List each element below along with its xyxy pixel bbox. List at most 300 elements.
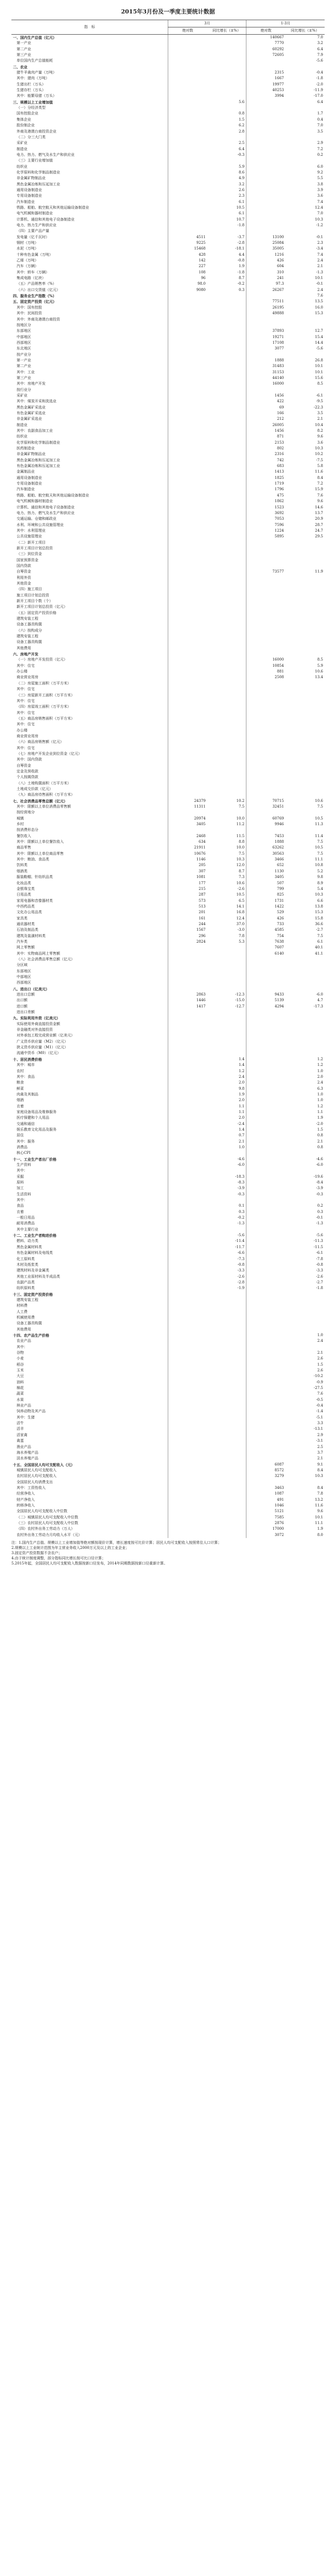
march-growth: -18.3 (235, 1174, 245, 1179)
march-growth (207, 422, 246, 428)
table-row (11, 1327, 325, 1333)
march-growth (207, 957, 246, 962)
table-row (11, 147, 325, 152)
row-label: 其中：实物商品网上零售额 (17, 951, 60, 956)
q1-growth: 4.7 (317, 998, 323, 1003)
row-label: （七）房地产开发企业到位资金（亿元） (17, 751, 82, 756)
table-row (11, 1062, 325, 1068)
march-absolute (168, 751, 208, 757)
march-absolute (168, 980, 208, 986)
march-absolute (168, 1121, 208, 1127)
march-growth: -8.3 (237, 1180, 245, 1185)
march-growth (207, 604, 246, 610)
table-row (11, 1373, 325, 1379)
row-label: 建筑安装工程 (17, 617, 38, 621)
q1-absolute (246, 604, 286, 610)
table-row (11, 904, 325, 910)
q1-absolute: 16000 (246, 381, 286, 387)
march-growth: -1.9 (237, 1286, 245, 1291)
q1-growth (285, 1021, 325, 1027)
q1-absolute (246, 187, 286, 193)
march-growth (207, 1356, 246, 1362)
march-growth (207, 769, 246, 774)
q1-absolute (246, 105, 286, 111)
march-growth (207, 563, 246, 569)
march-growth (207, 352, 246, 358)
march-growth: -11.4 (235, 1239, 245, 1243)
table-row (11, 898, 325, 904)
march-growth (207, 434, 246, 440)
march-absolute (168, 170, 208, 175)
march-absolute: 96 (168, 275, 208, 281)
q1-absolute: 16000 (246, 657, 286, 663)
march-growth: 6.1 (239, 211, 245, 216)
march-growth (207, 334, 246, 340)
page-title: 2015年3月份及一季度主要统计数据 (121, 8, 215, 15)
row-label: 乙烯（万吨） (17, 258, 38, 263)
table-row (11, 1468, 325, 1473)
q1-absolute (246, 651, 286, 657)
row-label: 商业营业用房 (17, 675, 38, 680)
march-growth: 5.6 (239, 99, 245, 104)
march-growth (207, 598, 246, 604)
q1-growth: -1.2 (316, 223, 323, 227)
q1-absolute: 25084 (246, 240, 286, 246)
header-q1-growth: 同比增长（±%） (285, 27, 325, 35)
q1-absolute: 475 (246, 493, 286, 499)
row-label: 化学原料和化学制品制造业 (17, 440, 60, 445)
q1-growth: 6.4 (317, 99, 323, 104)
march-absolute (168, 129, 208, 135)
q1-growth (285, 1303, 325, 1309)
row-label: 新开工项目计划总投资 (17, 546, 53, 550)
march-absolute: 205 (168, 862, 208, 868)
march-growth (207, 734, 246, 739)
table-row (11, 1250, 325, 1256)
q1-absolute (246, 1444, 286, 1450)
table-row (11, 546, 325, 551)
table-row (11, 1145, 325, 1150)
row-label: 非金属矿物制品业 (17, 452, 46, 457)
table-row (11, 1080, 325, 1086)
q1-absolute (246, 716, 286, 722)
table-row (11, 58, 325, 64)
q1-absolute: 799 (246, 886, 286, 892)
q1-absolute (246, 1162, 286, 1168)
q1-absolute (246, 1027, 286, 1033)
march-growth (207, 698, 246, 704)
march-absolute (168, 1097, 208, 1103)
march-absolute (168, 140, 208, 146)
march-growth (207, 47, 246, 52)
row-label: 城镇居民人均可支配收入 (17, 1468, 56, 1472)
table-row (11, 862, 325, 868)
march-growth: 5.9 (239, 164, 245, 169)
march-growth (207, 481, 246, 487)
march-absolute: 215 (168, 886, 208, 892)
march-growth: 2.8 (239, 129, 245, 134)
q1-absolute: 2876 (246, 1520, 286, 1526)
march-growth: -1.8 (237, 223, 245, 227)
march-absolute (168, 487, 208, 492)
q1-growth: -17.0 (314, 94, 323, 98)
march-absolute (168, 962, 208, 968)
march-absolute (168, 1526, 208, 1532)
q1-growth: 13.4 (315, 675, 323, 680)
q1-growth: 6.3 (317, 1086, 323, 1091)
march-growth: 3.2 (239, 182, 245, 186)
q1-absolute: 35005 (246, 246, 286, 252)
q1-growth (285, 575, 325, 581)
q1-growth (285, 969, 325, 974)
q1-absolute (246, 786, 286, 792)
row-label: 其中：住宅 (17, 710, 35, 715)
march-growth: -2.8 (237, 241, 245, 245)
march-growth (207, 70, 246, 76)
march-growth (207, 1415, 246, 1421)
q1-growth: -22.3 (314, 405, 323, 409)
row-label: 十四、农产品生产价格 (13, 1333, 49, 1338)
row-label: 农村居民人均可支配收入 (17, 1474, 56, 1479)
table-row (11, 1421, 325, 1426)
march-absolute (168, 422, 208, 428)
march-absolute (168, 1333, 208, 1338)
row-label: 设备工器具购置 (17, 640, 42, 645)
march-absolute (168, 969, 208, 974)
march-growth (207, 358, 246, 363)
table-row (11, 1221, 325, 1226)
march-absolute: 15468 (168, 246, 208, 252)
march-absolute: 307 (168, 869, 208, 874)
march-growth (207, 1015, 246, 1021)
march-growth: -2.6 (237, 1274, 245, 1279)
march-growth (207, 980, 246, 986)
row-label: （九）商品房待售面积（万平方米） (17, 793, 75, 797)
q1-absolute (246, 1344, 286, 1350)
table-row (11, 1192, 325, 1197)
march-absolute (168, 458, 208, 463)
march-growth (207, 393, 246, 399)
march-growth (207, 64, 246, 70)
row-label: 第三产业 (17, 375, 31, 380)
row-label: 农村 (17, 1069, 24, 1073)
march-absolute (168, 328, 208, 334)
q1-absolute (246, 646, 286, 651)
row-label: 建筑材料及非金属类 (17, 1268, 49, 1273)
table-row (11, 1415, 325, 1421)
q1-absolute: 1667 (246, 76, 286, 81)
q1-absolute: 2316 (246, 451, 286, 457)
march-absolute (168, 1456, 208, 1461)
q1-absolute (246, 1069, 286, 1074)
q1-absolute: 8572 (246, 1468, 286, 1473)
table-row (11, 698, 325, 704)
row-label: 水泥（万吨） (17, 246, 38, 251)
march-absolute (168, 786, 208, 792)
table-row (11, 663, 325, 669)
table-row (11, 40, 325, 46)
table-row (11, 869, 325, 874)
row-label: 汽车（万辆） (17, 264, 38, 269)
march-absolute: 1567 (168, 927, 208, 933)
march-growth: 8.7 (239, 276, 245, 281)
row-label: 进出口总额 (17, 992, 35, 997)
march-growth: 1.9 (239, 264, 245, 269)
march-absolute (168, 722, 208, 727)
march-absolute (168, 551, 208, 557)
q1-absolute: 3466 (246, 857, 286, 862)
q1-growth: 12.7 (315, 329, 323, 333)
march-absolute (168, 193, 208, 199)
march-growth (207, 1033, 246, 1038)
march-growth (207, 1462, 246, 1468)
march-absolute (168, 622, 208, 627)
march-absolute (168, 1415, 208, 1421)
row-label: 其中：农副食品加工业 (17, 429, 53, 433)
march-absolute (168, 299, 208, 304)
march-growth: 11.5 (236, 833, 245, 838)
q1-growth: 5.4 (317, 886, 323, 891)
q1-absolute (246, 64, 286, 70)
q1-absolute (246, 123, 286, 128)
q1-absolute: 3279 (246, 1473, 286, 1479)
q1-growth: -8.4 (316, 1180, 323, 1185)
q1-growth: -7.5 (316, 458, 323, 462)
march-absolute (168, 986, 208, 992)
table-row (11, 728, 325, 734)
q1-growth (285, 810, 325, 815)
march-absolute: 287 (168, 892, 208, 898)
march-absolute (168, 293, 208, 299)
table-row (11, 293, 325, 299)
q1-growth: 7.2 (317, 481, 323, 486)
march-growth (207, 728, 246, 734)
q1-absolute: 9433 (246, 992, 286, 998)
row-label: 交通和通信 (17, 1121, 35, 1126)
row-label: 第一产业 (17, 358, 31, 362)
row-label: 十三、固定资产投资价格 (13, 1292, 53, 1297)
q1-absolute: 37893 (246, 328, 286, 334)
table-row (11, 587, 325, 592)
march-absolute: 2468 (168, 833, 208, 839)
q1-growth (285, 734, 325, 739)
q1-absolute (246, 1157, 286, 1162)
march-absolute (168, 1162, 208, 1168)
row-label: 电气机械和器材制造业 (17, 499, 53, 504)
march-absolute: 428 (168, 252, 208, 258)
row-label: 全国居民人均消费支出 (17, 1480, 53, 1484)
table-row (11, 370, 325, 375)
march-growth (207, 675, 246, 680)
table-row (11, 927, 325, 933)
march-absolute (168, 1250, 208, 1256)
march-growth: -1.3 (237, 1221, 245, 1226)
table-row (11, 1368, 325, 1373)
table-row (11, 1133, 325, 1138)
q1-growth (285, 558, 325, 563)
march-growth (207, 387, 246, 393)
q1-growth (285, 1168, 325, 1174)
row-label: 燃料、动力类 (17, 1239, 38, 1243)
row-label: 利用外资 (17, 575, 31, 580)
row-label: 海水养殖产品 (17, 1450, 38, 1455)
row-label: 广义货币供应量（M2）（亿元） (17, 1039, 68, 1044)
q1-growth (285, 610, 325, 616)
row-label: 计算机、通信和其他电子设备制造业 (17, 505, 75, 509)
q1-absolute (246, 598, 286, 604)
row-label: 黑色金属冶炼和压延加工业 (17, 182, 60, 186)
table-row (11, 1380, 325, 1385)
row-label: 衣着 (17, 1104, 24, 1108)
march-absolute (168, 405, 208, 411)
march-growth: 10.5 (236, 205, 245, 210)
table-row (11, 1203, 325, 1209)
march-absolute (168, 593, 208, 598)
q1-absolute (246, 1097, 286, 1103)
q1-absolute: 507 (246, 881, 286, 886)
march-absolute (168, 434, 208, 440)
table-row (11, 129, 325, 135)
table-row (11, 710, 325, 716)
q1-absolute (246, 1338, 286, 1344)
q1-growth: 1.0 (317, 1333, 323, 1337)
march-growth (207, 451, 246, 457)
q1-growth: 9.8 (317, 875, 323, 880)
table-row (11, 739, 325, 745)
table-row (11, 886, 325, 892)
q1-absolute (246, 111, 286, 116)
q1-growth: 2.5 (317, 1444, 323, 1449)
march-absolute (168, 1327, 208, 1333)
march-absolute (168, 1450, 208, 1456)
q1-growth: 24.7 (315, 528, 323, 533)
march-growth (207, 370, 246, 375)
table-row (11, 1526, 325, 1532)
q1-absolute: 1413 (246, 469, 286, 475)
march-growth (207, 463, 246, 469)
table-row (11, 675, 325, 680)
statistics-table (11, 20, 325, 1538)
march-absolute (168, 957, 208, 962)
q1-growth: 10.1 (315, 276, 323, 281)
q1-growth (285, 1292, 325, 1297)
table-row (11, 992, 325, 998)
q1-growth: 5.9 (317, 663, 323, 668)
march-absolute (168, 663, 208, 669)
q1-absolute (246, 1185, 286, 1191)
header-row (11, 20, 325, 27)
row-label: 一般日用品 (17, 1216, 35, 1220)
table-row (11, 534, 325, 539)
table-row (11, 1344, 325, 1350)
march-growth: -0.3 (237, 152, 245, 157)
table-row (11, 969, 325, 974)
table-row (11, 1180, 325, 1185)
q1-absolute (246, 1426, 286, 1432)
q1-growth (285, 651, 325, 657)
q1-absolute (246, 1397, 286, 1403)
table-row (11, 1057, 325, 1062)
march-growth (207, 1497, 246, 1503)
q1-growth: -2.0 (316, 82, 323, 86)
q1-growth: -0.5 (316, 1397, 323, 1402)
table-row (11, 1509, 325, 1514)
march-absolute (168, 358, 208, 363)
march-growth (207, 399, 246, 404)
march-absolute (168, 40, 208, 46)
row-label: 第二产业 (17, 47, 31, 51)
q1-absolute (246, 616, 286, 622)
q1-growth (285, 634, 325, 639)
march-absolute (168, 1444, 208, 1450)
table-row (11, 1385, 325, 1391)
q1-growth: 15.3 (315, 910, 323, 915)
row-label: 其中：城市 (17, 1063, 35, 1067)
table-row (11, 1515, 325, 1520)
q1-growth: 6.4 (317, 47, 323, 51)
march-absolute (168, 47, 208, 52)
march-absolute (168, 499, 208, 504)
row-label: （四）房屋竣工面积（万平方米） (17, 705, 71, 709)
footnote-line: 3.固定资产投资数据不含农户； (11, 1551, 62, 1555)
row-label: 小麦 (17, 1356, 24, 1361)
row-label: 石油及制品类 (17, 928, 38, 932)
q1-absolute (246, 974, 286, 980)
q1-growth (285, 710, 325, 716)
table-row (11, 311, 325, 316)
table-row (11, 170, 325, 175)
march-growth: 10.5 (236, 892, 245, 897)
row-label: 建筑安装工程 (17, 1297, 38, 1302)
table-row (11, 1233, 325, 1238)
row-label: 化妆品类 (17, 881, 31, 885)
row-label: 七、社会消费品零售总额（亿元） (13, 798, 67, 803)
table-row (11, 1462, 325, 1468)
table-row (11, 481, 325, 487)
table-row (11, 87, 325, 93)
q1-growth: 8.4 (317, 475, 323, 480)
q1-growth: 8.4 (317, 1485, 323, 1490)
march-growth (207, 1397, 246, 1403)
march-growth (207, 1021, 246, 1027)
march-growth (207, 528, 246, 534)
q1-absolute: 2508 (246, 675, 286, 680)
q1-growth: 15.6 (315, 375, 323, 380)
table-row (11, 493, 325, 499)
q1-growth (285, 135, 325, 140)
table-row (11, 581, 325, 587)
march-absolute (168, 563, 208, 569)
march-absolute (168, 416, 208, 422)
march-growth (207, 1045, 246, 1050)
table-row (11, 1520, 325, 1526)
march-absolute (168, 440, 208, 446)
march-growth (207, 657, 246, 663)
march-absolute (168, 827, 208, 833)
q1-absolute (246, 211, 286, 216)
q1-growth: -9.5 (316, 399, 323, 404)
table-row (11, 1097, 325, 1103)
march-growth (207, 540, 246, 546)
row-label: （一）房地产开发投资（亿元） (17, 657, 67, 662)
march-growth (207, 681, 246, 686)
row-label: 农村外出务工劳动力月均收入水平（元） (17, 1532, 82, 1537)
q1-absolute (246, 751, 286, 757)
march-absolute (168, 228, 208, 234)
q1-growth: 14.6 (315, 505, 323, 509)
march-absolute (168, 1491, 208, 1497)
table-row (11, 827, 325, 833)
